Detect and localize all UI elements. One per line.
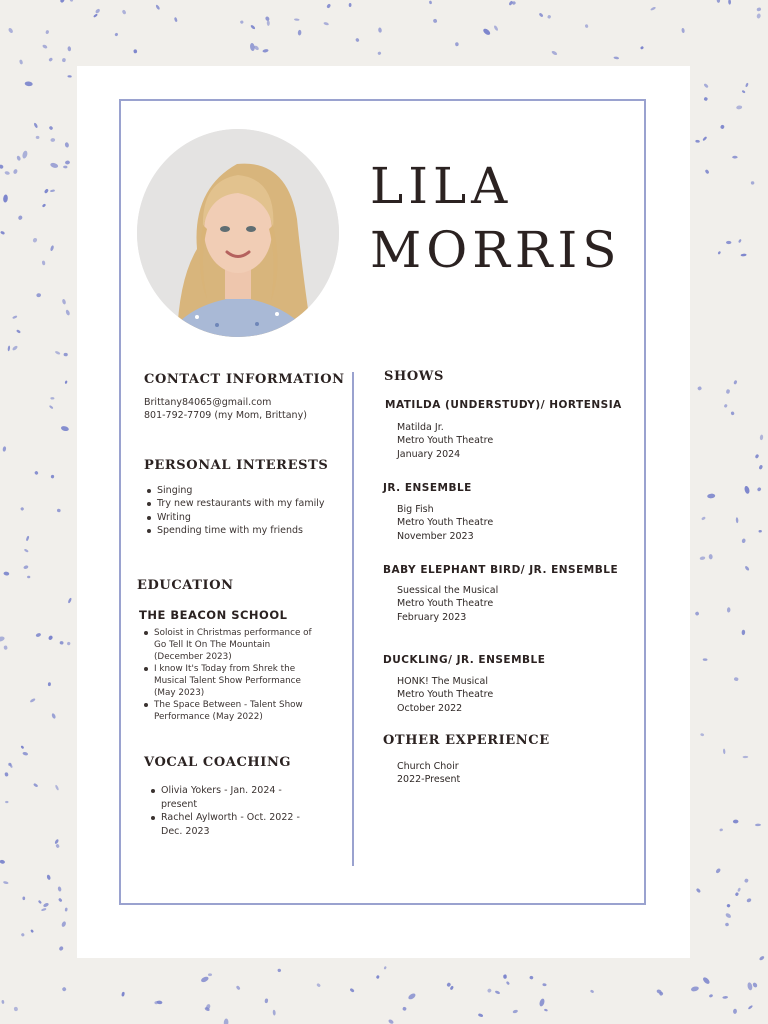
- confetti-speck: [542, 983, 547, 986]
- confetti-speck: [323, 22, 329, 26]
- confetti-speck: [547, 15, 551, 20]
- confetti-speck: [7, 345, 10, 351]
- list-item: Singing: [157, 484, 325, 497]
- list-item: [154, 663, 312, 699]
- contact-details: [144, 396, 307, 422]
- show-date: November 2023: [397, 530, 474, 542]
- confetti-speck: [294, 18, 300, 21]
- confetti-speck: [748, 1005, 754, 1010]
- confetti-speck: [24, 548, 29, 552]
- confetti-speck: [38, 900, 42, 904]
- confetti-speck: [50, 138, 55, 142]
- confetti-speck: [756, 13, 761, 19]
- confetti-speck: [727, 607, 731, 612]
- confetti-speck: [751, 181, 755, 185]
- confetti-speck: [736, 517, 739, 523]
- confetti-speck: [60, 425, 69, 432]
- show-role: DUCKLING/ JR. ENSEMBLE: [383, 654, 546, 666]
- confetti-speck: [735, 892, 740, 897]
- interests-list: [145, 484, 325, 538]
- confetti-speck: [747, 982, 753, 991]
- confetti-speck: [681, 28, 685, 34]
- confetti-speck: [752, 982, 758, 988]
- interests-heading: PERSONAL INTERESTS: [144, 458, 329, 473]
- confetti-speck: [200, 976, 209, 984]
- shows-heading: SHOWS: [384, 369, 444, 384]
- show-entry: [397, 503, 493, 543]
- confetti-speck: [746, 898, 752, 903]
- confetti-speck: [0, 636, 5, 643]
- confetti-speck: [478, 1013, 484, 1018]
- confetti-speck: [544, 1008, 548, 1011]
- confetti-speck: [65, 907, 68, 911]
- confetti-speck: [51, 713, 56, 719]
- line: Musical Talent Show Performance: [154, 676, 301, 686]
- other-line: 2022-Present: [397, 774, 461, 786]
- confetti-speck: [743, 756, 749, 758]
- confetti-speck: [733, 380, 737, 385]
- confetti-speck: [174, 17, 178, 22]
- line: Performance (May 2022): [154, 712, 263, 722]
- confetti-speck: [697, 386, 702, 391]
- confetti-speck: [55, 844, 60, 849]
- confetti-speck: [744, 565, 750, 571]
- confetti-speck: [63, 353, 67, 357]
- confetti-speck: [726, 903, 731, 908]
- confetti-speck: [700, 733, 704, 737]
- confetti-speck: [0, 164, 4, 169]
- confetti-speck: [703, 97, 708, 102]
- confetti-speck: [378, 27, 382, 33]
- vocal-list: [149, 784, 300, 838]
- confetti-speck: [36, 293, 41, 298]
- confetti-speck: [529, 976, 533, 980]
- other-experience-lines: [397, 760, 460, 787]
- confetti-speck: [30, 929, 34, 933]
- school-name: THE BEACON SCHOOL: [139, 608, 288, 622]
- confetti-speck: [388, 1019, 395, 1024]
- confetti-speck: [349, 3, 352, 7]
- confetti-speck: [45, 30, 49, 35]
- last-name: MORRIS: [370, 221, 622, 279]
- other-line: Church Choir: [397, 761, 459, 772]
- confetti-speck: [699, 556, 705, 560]
- line: Dec. 2023: [161, 825, 210, 837]
- confetti-speck: [30, 698, 36, 703]
- contact-heading: CONTACT INFORMATION: [144, 372, 345, 387]
- confetti-speck: [705, 169, 710, 174]
- confetti-speck: [22, 896, 25, 900]
- confetti-speck: [22, 751, 28, 756]
- confetti-speck: [377, 51, 381, 55]
- list-item: Try new restaurants with my family: [157, 498, 325, 510]
- line: present: [161, 798, 198, 810]
- confetti-speck: [63, 166, 67, 169]
- confetti-speck: [59, 641, 63, 645]
- confetti-speck: [355, 38, 360, 43]
- list-item: Spending time with my friends: [157, 524, 325, 537]
- confetti-speck: [20, 507, 25, 512]
- confetti-speck: [3, 571, 9, 576]
- confetti-speck: [57, 508, 61, 512]
- confetti-speck: [757, 487, 762, 492]
- show-date: October 2022: [397, 702, 463, 714]
- list-item: Writing: [157, 511, 325, 524]
- show-entry: [397, 421, 493, 461]
- confetti-speck: [22, 150, 29, 159]
- confetti-speck: [41, 908, 47, 912]
- line: Rachel Aylworth - Oct. 2022 -: [161, 812, 300, 823]
- confetti-speck: [48, 635, 54, 641]
- confetti-speck: [755, 454, 760, 459]
- confetti-speck: [3, 881, 9, 885]
- confetti-speck: [267, 20, 270, 26]
- list-item: [161, 811, 300, 838]
- confetti-speck: [744, 878, 749, 883]
- confetti-speck: [701, 516, 706, 521]
- confetti-speck: [17, 215, 23, 221]
- confetti-speck: [728, 0, 731, 5]
- confetti-speck: [402, 1006, 407, 1011]
- confetti-speck: [733, 1009, 737, 1014]
- confetti-speck: [695, 140, 700, 143]
- line: Soloist in Christmas performance of: [154, 628, 312, 638]
- confetti-speck: [35, 632, 41, 637]
- confetti-speck: [60, 0, 65, 3]
- confetti-speck: [50, 189, 55, 192]
- confetti-speck: [20, 745, 24, 749]
- confetti-speck: [264, 998, 268, 1003]
- confetti-speck: [62, 299, 67, 305]
- confetti-speck: [732, 156, 737, 159]
- confetti-speck: [298, 30, 302, 36]
- confetti-speck: [58, 946, 64, 952]
- confetti-speck: [49, 125, 54, 130]
- confetti-speck: [240, 20, 244, 24]
- confetti-speck: [450, 985, 454, 990]
- confetti-speck: [33, 122, 38, 128]
- confetti-speck: [703, 83, 709, 89]
- confetti-speck: [482, 28, 491, 37]
- confetti-speck: [26, 536, 30, 542]
- confetti-speck: [724, 404, 728, 408]
- confetti-speck: [8, 27, 14, 34]
- show-production: Matilda Jr.: [397, 422, 444, 433]
- confetti-speck: [67, 597, 72, 603]
- confetti-speck: [114, 32, 118, 36]
- show-date: February 2023: [397, 611, 467, 623]
- list-item: [154, 699, 312, 723]
- confetti-speck: [539, 998, 546, 1007]
- confetti-speck: [730, 411, 734, 415]
- confetti-speck: [695, 611, 700, 616]
- confetti-speck: [122, 9, 127, 15]
- confetti-speck: [709, 554, 713, 560]
- confetti-speck: [58, 898, 63, 903]
- confetti-speck: [503, 974, 507, 979]
- confetti-speck: [0, 231, 5, 236]
- show-entry: [397, 584, 498, 624]
- confetti-speck: [44, 188, 49, 194]
- confetti-speck: [55, 784, 60, 790]
- confetti-speck: [51, 475, 55, 479]
- confetti-speck: [64, 142, 69, 148]
- confetti-speck: [13, 168, 18, 174]
- confetti-speck: [61, 921, 67, 928]
- confetti-speck: [741, 90, 745, 94]
- confetti-speck: [3, 194, 8, 202]
- confetti-speck: [717, 251, 721, 255]
- confetti-speck: [384, 966, 387, 970]
- resume-page: [77, 66, 690, 958]
- confetti-speck: [16, 329, 21, 334]
- other-experience-heading: OTHER EXPERIENCE: [383, 733, 550, 748]
- line: I know It's Today from Shrek the: [154, 664, 296, 674]
- confetti-speck: [49, 405, 54, 410]
- confetti-speck: [696, 888, 702, 894]
- confetti-speck: [726, 389, 731, 394]
- confetti-speck: [613, 56, 619, 59]
- confetti-speck: [24, 81, 33, 87]
- portrait-image: [137, 129, 339, 337]
- confetti-speck: [62, 987, 67, 992]
- confetti-speck: [208, 973, 212, 976]
- confetti-speck: [742, 630, 746, 636]
- show-production: HONK! The Musical: [397, 676, 488, 687]
- confetti-speck: [14, 1007, 19, 1012]
- confetti-speck: [32, 237, 38, 243]
- confetti-speck: [736, 105, 742, 110]
- confetti-speck: [745, 83, 749, 88]
- confetti-speck: [69, 0, 73, 2]
- confetti-speck: [133, 49, 137, 54]
- confetti-speck: [50, 162, 59, 169]
- confetti-speck: [236, 985, 241, 990]
- confetti-speck: [650, 6, 656, 11]
- profile-photo: [137, 129, 339, 337]
- confetti-speck: [433, 18, 438, 23]
- confetti-speck: [65, 309, 70, 316]
- show-role: JR. ENSEMBLE: [383, 482, 472, 494]
- line: (May 2023): [154, 688, 205, 698]
- confetti-speck: [50, 245, 55, 251]
- confetti-speck: [640, 46, 644, 50]
- confetti-speck: [741, 253, 747, 256]
- confetti-speck: [707, 493, 715, 498]
- line: The Space Between - Talent Show: [154, 700, 303, 710]
- confetti-speck: [590, 989, 595, 993]
- confetti-speck: [702, 136, 707, 141]
- confetti-speck: [715, 868, 721, 874]
- confetti-speck: [54, 839, 59, 845]
- confetti-speck: [495, 990, 501, 995]
- confetti-speck: [16, 155, 21, 161]
- confetti-speck: [709, 994, 714, 998]
- contact-email: Brittany84065@gmail.com: [144, 397, 272, 408]
- confetti-speck: [67, 641, 71, 645]
- confetti-speck: [12, 345, 19, 351]
- confetti-speck: [551, 50, 558, 56]
- confetti-speck: [272, 1010, 275, 1016]
- confetti-speck: [2, 446, 6, 452]
- confetti-speck: [506, 981, 510, 986]
- confetti-speck: [737, 887, 741, 892]
- confetti-speck: [719, 828, 723, 832]
- column-divider: [352, 372, 354, 866]
- confetti-speck: [726, 241, 731, 244]
- confetti-speck: [407, 992, 416, 1000]
- confetti-speck: [95, 8, 101, 14]
- confetti-speck: [67, 46, 71, 51]
- confetti-speck: [738, 239, 742, 243]
- confetti-speck: [46, 874, 51, 880]
- confetti-speck: [455, 42, 459, 46]
- confetti-speck: [702, 976, 711, 985]
- confetti-speck: [741, 538, 746, 543]
- confetti-speck: [250, 24, 256, 30]
- confetti-speck: [744, 485, 751, 494]
- confetti-speck: [62, 58, 66, 63]
- confetti-speck: [723, 749, 726, 755]
- confetti-speck: [12, 315, 17, 319]
- confetti-speck: [1, 1000, 4, 1004]
- confetti-speck: [34, 470, 39, 475]
- confetti-speck: [585, 24, 589, 28]
- line: (December 2023): [154, 652, 232, 662]
- confetti-speck: [57, 886, 61, 892]
- confetti-speck: [316, 983, 321, 988]
- confetti-speck: [349, 988, 354, 993]
- contact-phone: 801-792-7709 (my Mom, Brittany): [144, 410, 307, 421]
- confetti-speck: [759, 955, 765, 961]
- confetti-speck: [23, 565, 29, 570]
- confetti-speck: [48, 57, 53, 62]
- confetti-speck: [42, 203, 46, 207]
- confetti-speck: [703, 658, 708, 661]
- confetti-speck: [36, 136, 40, 139]
- confetti-speck: [3, 645, 7, 650]
- confetti-speck: [93, 13, 98, 18]
- confetti-speck: [733, 820, 739, 824]
- confetti-speck: [0, 859, 5, 864]
- confetti-speck: [690, 986, 699, 993]
- confetti-speck: [55, 350, 61, 355]
- confetti-speck: [493, 25, 499, 31]
- confetti-speck: [224, 1018, 229, 1024]
- show-production: Suessical the Musical: [397, 585, 499, 596]
- confetti-speck: [487, 988, 492, 993]
- confetti-speck: [265, 16, 271, 22]
- confetti-speck: [758, 464, 763, 469]
- confetti-speck: [33, 783, 38, 788]
- confetti-speck: [65, 380, 68, 384]
- confetti-speck: [67, 75, 71, 78]
- list-item: [154, 627, 312, 663]
- confetti-speck: [21, 933, 25, 937]
- confetti-speck: [27, 576, 31, 579]
- list-item: [161, 784, 300, 811]
- confetti-speck: [326, 3, 331, 9]
- confetti-speck: [277, 968, 281, 972]
- show-theatre: Metro Youth Theatre: [397, 598, 494, 610]
- education-list: [142, 627, 312, 723]
- confetti-speck: [725, 912, 732, 919]
- show-role: BABY ELEPHANT BIRD/ JR. ENSEMBLE: [383, 564, 619, 576]
- confetti-speck: [42, 260, 46, 265]
- confetti-speck: [539, 12, 544, 17]
- show-date: January 2024: [397, 448, 461, 460]
- confetti-speck: [4, 772, 8, 777]
- show-role: MATILDA (UNDERSTUDY)/ HORTENSIA: [385, 399, 622, 411]
- applicant-name: [370, 154, 621, 282]
- confetti-speck: [760, 434, 764, 440]
- first-name: LILA: [370, 157, 513, 215]
- confetti-speck: [720, 124, 725, 129]
- confetti-speck: [48, 682, 51, 686]
- confetti-speck: [758, 530, 762, 533]
- line: Go Tell It On The Mountain: [154, 640, 271, 650]
- confetti-speck: [42, 44, 48, 49]
- confetti-speck: [19, 59, 23, 64]
- confetti-speck: [43, 902, 50, 908]
- confetti-speck: [446, 982, 451, 987]
- confetti-speck: [5, 801, 8, 803]
- show-theatre: Metro Youth Theatre: [397, 689, 494, 701]
- confetti-speck: [734, 677, 739, 682]
- confetti-speck: [155, 4, 160, 10]
- confetti-speck: [512, 1009, 518, 1013]
- confetti-speck: [4, 171, 10, 176]
- confetti-speck: [429, 0, 432, 4]
- confetti-speck: [722, 996, 728, 999]
- confetti-speck: [65, 160, 70, 164]
- show-entry: [397, 675, 493, 715]
- show-production: Big Fish: [397, 504, 434, 515]
- show-theatre: Metro Youth Theatre: [397, 517, 494, 529]
- confetti-speck: [756, 7, 761, 12]
- confetti-speck: [262, 49, 268, 53]
- confetti-speck: [755, 824, 761, 827]
- confetti-speck: [717, 0, 721, 3]
- confetti-speck: [50, 397, 54, 400]
- show-theatre: Metro Youth Theatre: [397, 435, 494, 447]
- confetti-speck: [376, 975, 380, 979]
- confetti-speck: [725, 922, 729, 926]
- confetti-speck: [121, 992, 125, 997]
- education-heading: EDUCATION: [137, 578, 234, 593]
- line: Olivia Yokers - Jan. 2024 -: [161, 785, 282, 796]
- vocal-heading: VOCAL COACHING: [144, 755, 292, 770]
